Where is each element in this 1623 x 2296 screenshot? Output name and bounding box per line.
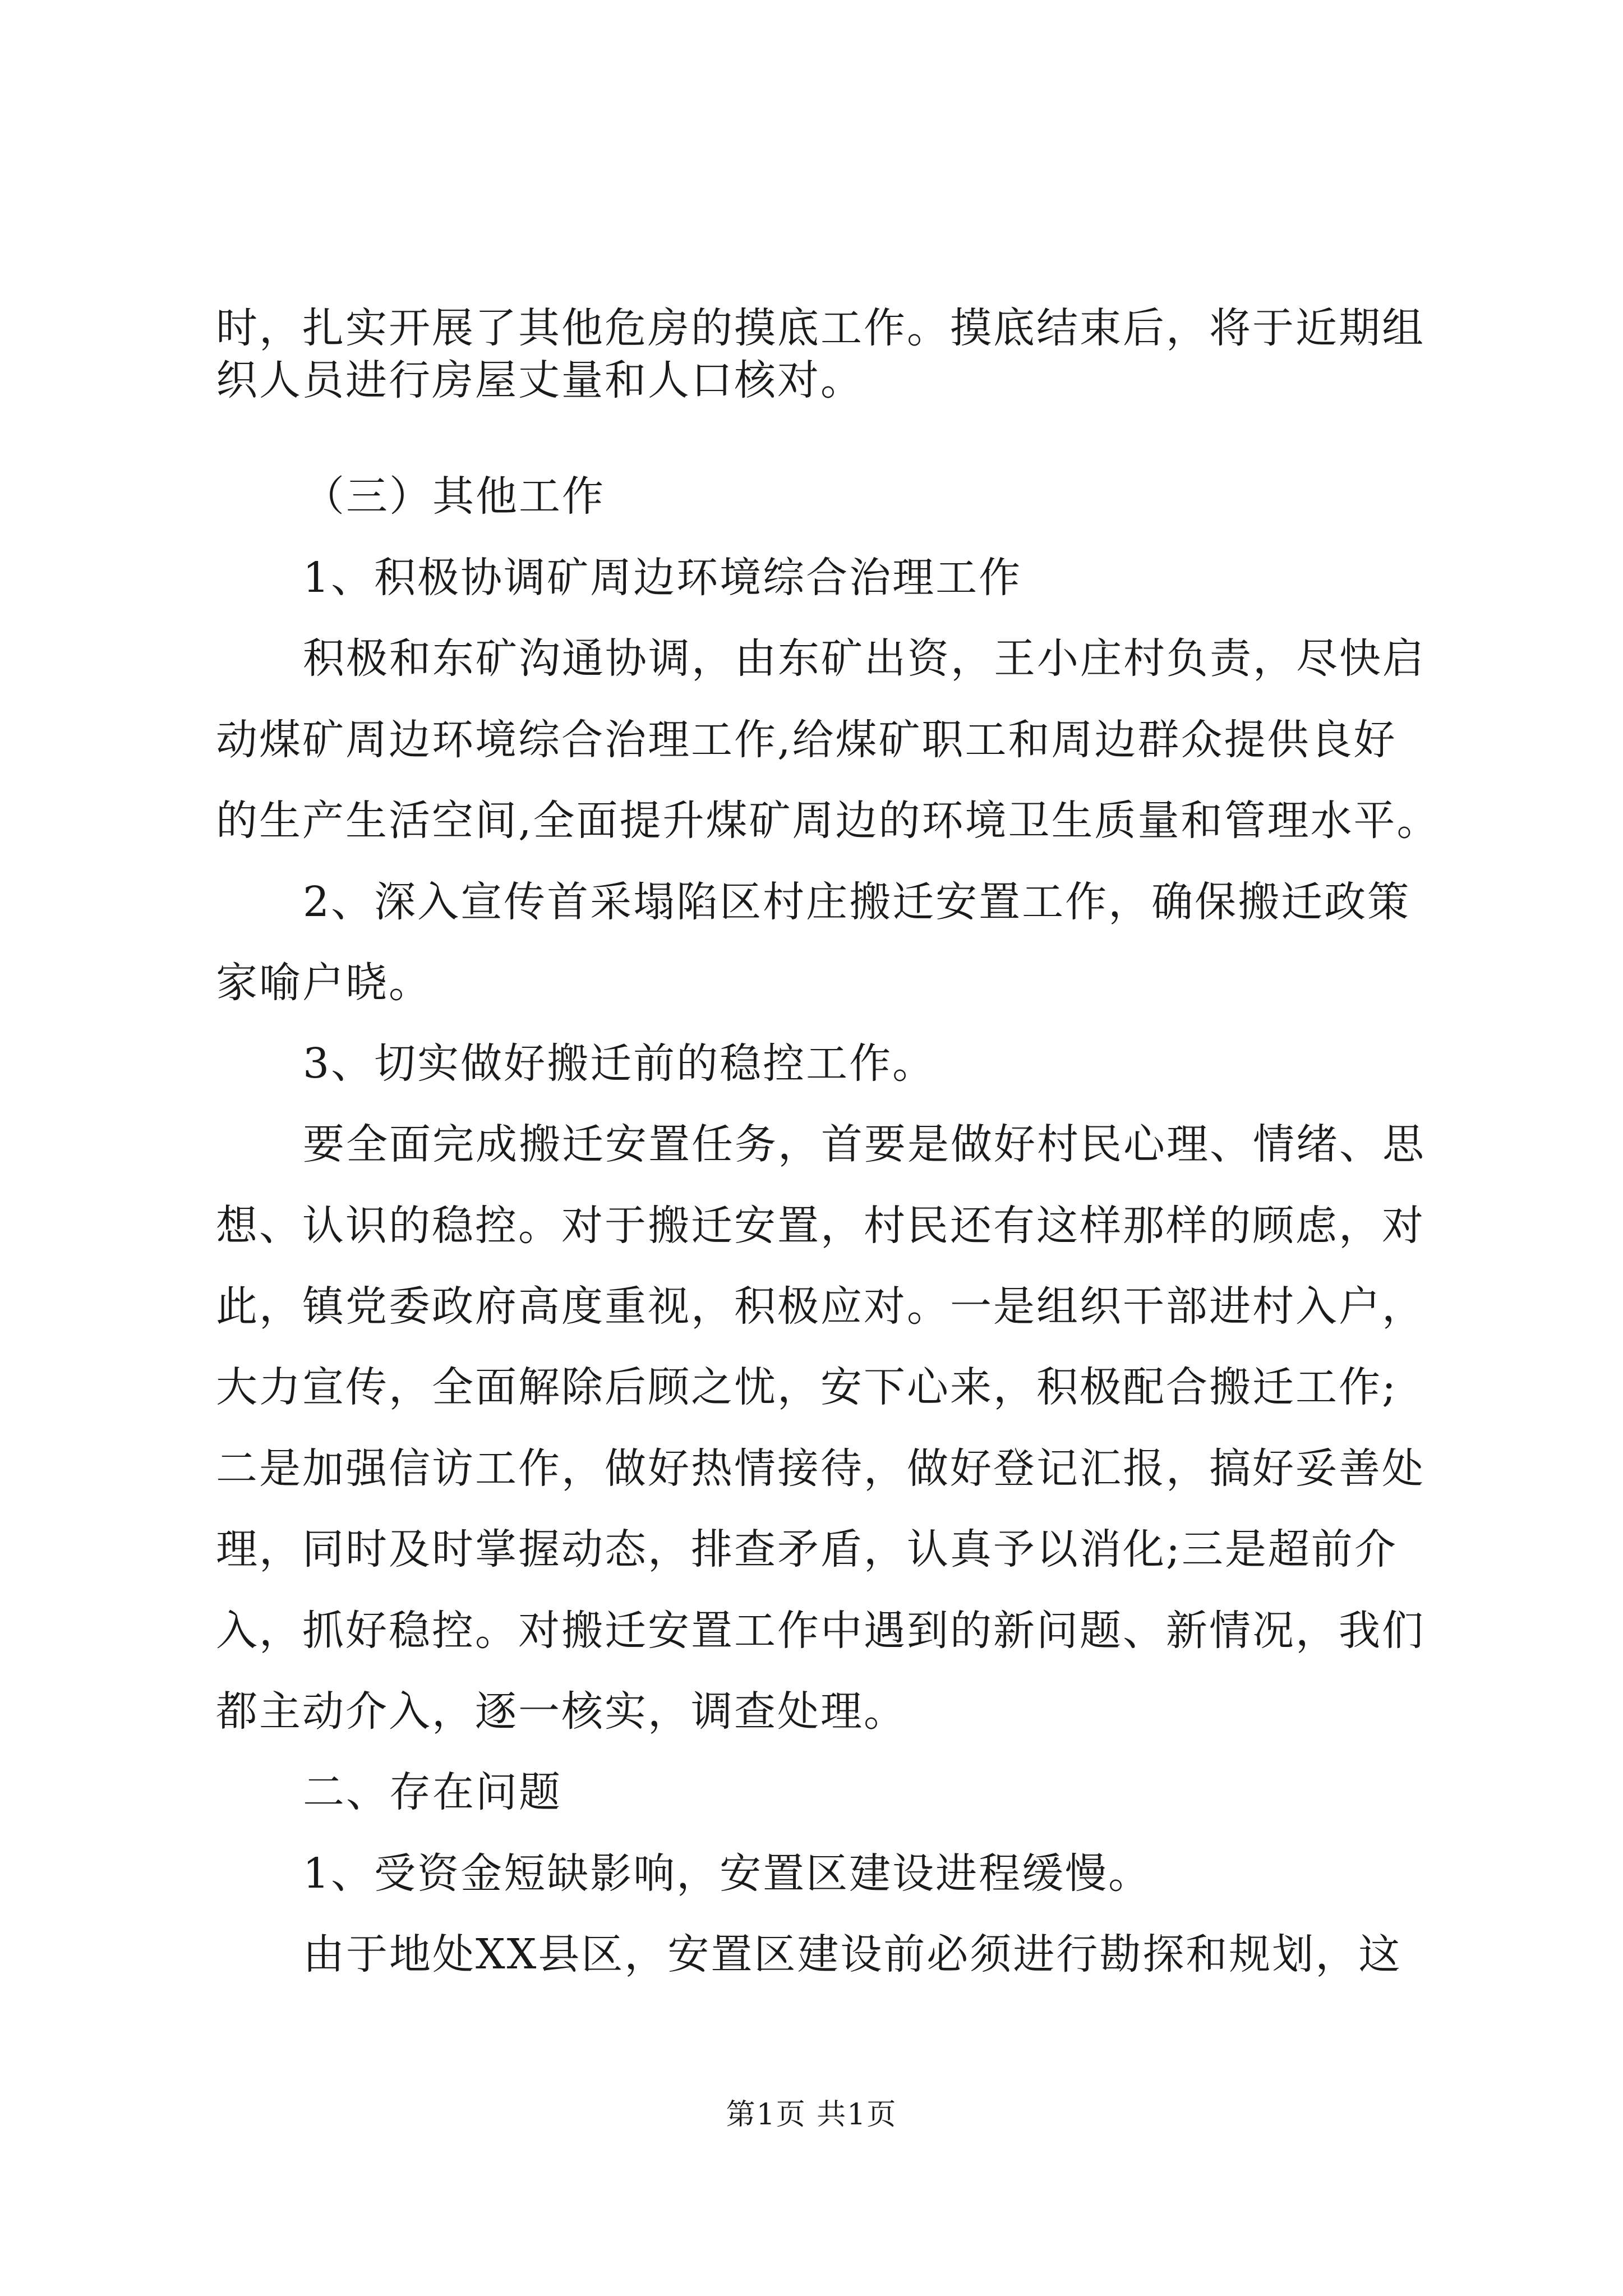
body-line: 织人员进行房屋丈量和人口核对。 (216, 356, 864, 404)
body-line: 由于地处XX县区，安置区建设前必须进行勘探和规划，这 (303, 1930, 1402, 1978)
body-line: 入，抓好稳控。对搬迁安置工作中遇到的新问题、新情况，我们 (216, 1607, 1425, 1655)
body-line: 想、认识的稳控。对于搬迁安置，村民还有这样那样的顾虑，对 (216, 1202, 1425, 1250)
section-heading: （三）其他工作 (303, 472, 605, 521)
body-line: 都主动介入，逐一核实，调查处理。 (216, 1687, 907, 1736)
body-line: 理，同时及时掌握动态，排查矛盾，认真予以消化;三是超前介 (216, 1525, 1398, 1573)
page-footer: 第1页 共1页 (726, 2098, 897, 2132)
body-line: 大力宣传，全面解除后顾之忧，安下心来，积极配合搬迁工作; (216, 1363, 1398, 1411)
subsection-heading: 3、切实做好搬迁前的稳控工作。 (303, 1039, 936, 1088)
body-line: 积极和东矿沟通协调，由东矿出资，王小庄村负责，尽快启 (303, 634, 1426, 683)
body-line: 动煤矿周边环境综合治理工作,给煤矿职工和周边群众提供良好 (216, 716, 1397, 764)
subsection-heading: 2、深入宣传首采塌陷区村庄搬迁安置工作，确保搬迁政策 (303, 878, 1411, 926)
subsection-heading: 1、积极协调矿周边环境综合治理工作 (303, 554, 1022, 602)
section-heading: 二、存在问题 (303, 1768, 562, 1816)
body-line: 的生产生活空间,全面提升煤矿周边的环境卫生质量和管理水平。 (216, 797, 1440, 845)
body-line: 要全面完成搬迁安置任务，首要是做好村民心理、情绪、思 (303, 1120, 1426, 1168)
body-line: 二是加强信访工作，做好热情接待，做好登记汇报，搞好妥善处 (216, 1444, 1425, 1493)
subsection-heading: 1、受资金短缺影响，安置区建设进程缓慢。 (303, 1849, 1152, 1898)
body-line: 此，镇党委政府高度重视，积极应对。一是组织干部进村入户， (216, 1282, 1425, 1331)
body-line: 家喻户晓。 (216, 959, 432, 1007)
body-line: 时，扎实开展了其他危房的摸底工作。摸底结束后，将于近期组 (216, 304, 1425, 352)
